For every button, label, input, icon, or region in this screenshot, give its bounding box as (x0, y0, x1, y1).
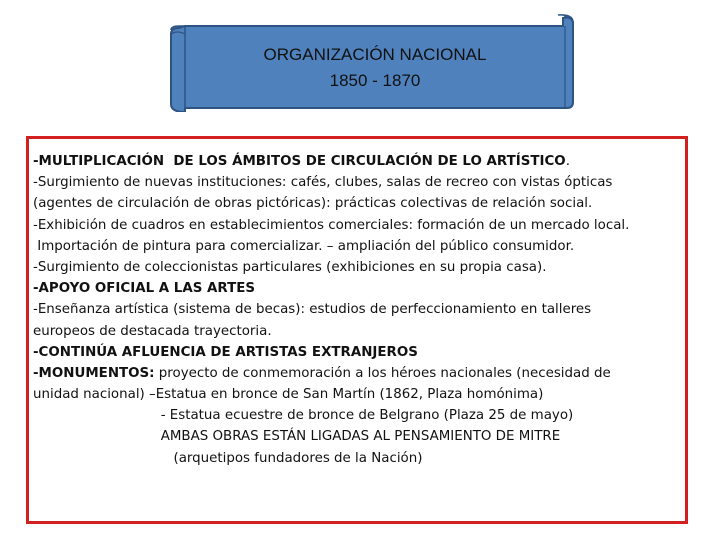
content-line-text: -Surgimiento de coleccionistas particulares (exhibiciones en su propia casa). (33, 259, 547, 275)
banner-text (185, 42, 565, 94)
content-line-text: europeos de destacada trayectoria. (33, 323, 272, 339)
content-line-bold: -CONTINÚA AFLUENCIA DE ARTISTAS EXTRANJEROS (33, 344, 418, 360)
content-line (33, 384, 688, 405)
content-line (33, 278, 688, 299)
content-line (33, 193, 688, 214)
content-line (33, 215, 688, 236)
content-line-text: Importación de pintura para comercializar. – ampliación del público consumidor. (33, 238, 575, 254)
content-line (33, 448, 688, 469)
content-line-text: . (565, 154, 570, 169)
content-line-text: -Exhibición de cuadros en establecimientos comerciales: formación de un mercado local. (33, 217, 630, 233)
content-line (33, 405, 688, 426)
content-line-bold: -MONUMENTOS: (33, 365, 155, 381)
content-line (33, 342, 688, 363)
banner-years: 1850 - 1870 (329, 71, 421, 90)
content-line (33, 172, 688, 193)
content-line (33, 236, 688, 257)
content-line (33, 299, 688, 320)
content-line-bold: -APOYO OFICIAL A LAS ARTES (33, 281, 256, 297)
content-text (33, 151, 688, 469)
content-line-text: (agentes de circulación de obras pictóricas): prácticas colectivas de relación social. (33, 196, 593, 212)
content-line-text: proyecto de conmemoración a los héroes nacionales (necesidad de (154, 365, 611, 381)
content-line (33, 151, 688, 172)
content-line-bold: -MULTIPLICACIÓN DE LOS ÁMBITOS DE CIRCULACIÓN DE LO ARTÍSTICO (33, 154, 566, 169)
content-line-text: AMBAS OBRAS ESTÁN LIGADAS AL PENSAMIENTO DE MITRE (33, 429, 561, 445)
content-line (33, 257, 688, 278)
content-line-text: unidad nacional) –Estatua en bronce de San Martín (1862, Plaza homónima) (33, 387, 544, 403)
content-line (33, 321, 688, 342)
content-line-text: - Estatua ecuestre de bronce de Belgrano (Plaza 25 de mayo) (33, 408, 574, 424)
content-line (33, 426, 688, 447)
content-line-text: (arquetipos fundadores de la Nación) (33, 450, 423, 466)
content-line (33, 363, 688, 384)
content-line-text: -Enseñanza artística (sistema de becas): estudios de perfeccionamiento en talleres (33, 302, 592, 318)
content-line-text: -Surgimiento de nuevas instituciones: cafés, clubes, salas de recreo con vistas ópticas (33, 175, 613, 191)
banner-title: ORGANIZACIÓN NACIONAL (263, 45, 487, 64)
